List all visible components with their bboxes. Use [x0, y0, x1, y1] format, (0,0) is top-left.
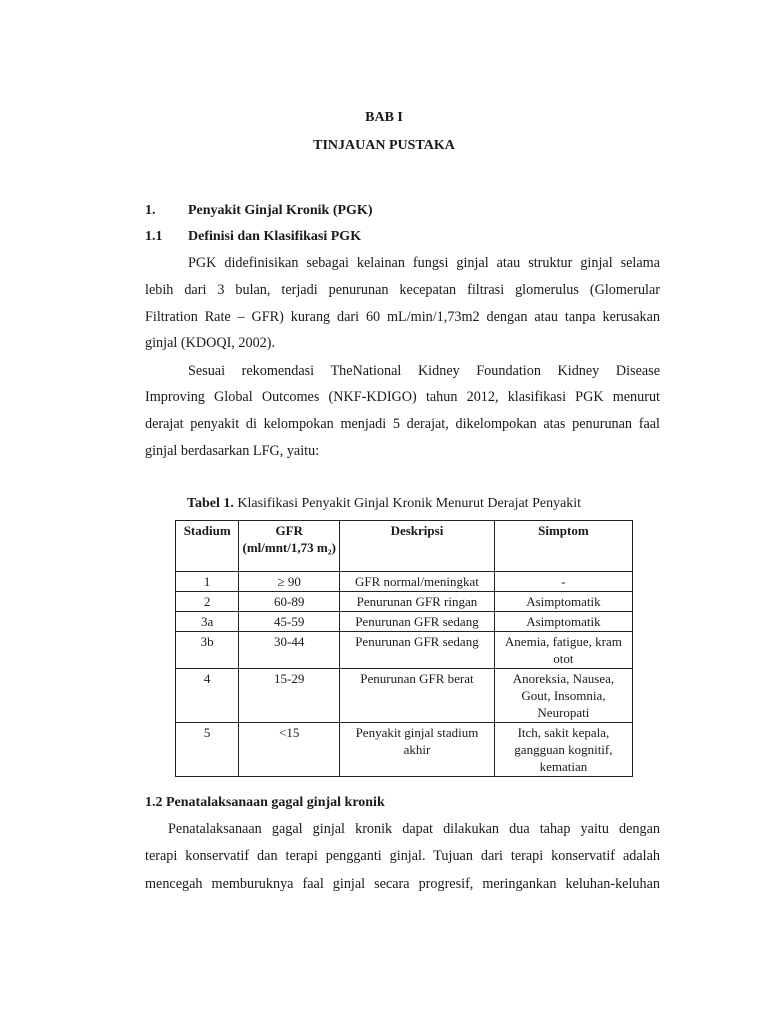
paragraph-line: ginjal (KDOQI, 2002).: [145, 335, 276, 351]
table-caption-text: Klasifikasi Penyakit Ginjal Kronik Menurut Derajat Penyakit: [233, 496, 582, 511]
cell-simptom: Anoreksia, Nausea, Gout, Insomnia, Neuropati: [494, 669, 632, 723]
header-gfr: GFR (ml/mnt/1,73 m₂): [239, 521, 340, 572]
cell-stadium: 3a: [176, 612, 239, 632]
section-1-1-title: Definisi dan Klasifikasi PGK: [188, 229, 362, 244]
cell-deskripsi: Penurunan GFR ringan: [340, 592, 495, 612]
cell-stadium: 4: [176, 669, 239, 723]
paragraph-line: Filtration Rate – GFR) kurang dari 60 mL/min/1,73m2 dengan atau tanpa kerusakan: [145, 309, 660, 325]
cell-deskripsi: Penurunan GFR sedang: [340, 612, 495, 632]
table-row: [176, 669, 633, 723]
cell-simptom: Asimptomatik: [494, 612, 632, 632]
chapter-heading: BAB I: [365, 110, 403, 125]
cell-stadium: 2: [176, 592, 239, 612]
header-simptom: Simptom: [494, 521, 632, 572]
paragraph-line: ginjal berdasarkan LFG, yaitu:: [145, 443, 320, 459]
paragraph-line: terapi konservatif dan terapi pengganti ginjal. Tujuan dari terapi konservatif adalah: [145, 848, 660, 864]
cell-stadium: 3b: [176, 632, 239, 669]
paragraph-line: mencegah memburuknya faal ginjal secara progresif, meringankan keluhan-keluhan: [145, 876, 660, 892]
cell-gfr: 45-59: [239, 612, 340, 632]
section-1-number: 1.: [145, 203, 156, 218]
cell-deskripsi: Penurunan GFR sedang: [340, 632, 495, 669]
cell-deskripsi: Penyakit ginjal stadium akhir: [340, 723, 495, 777]
table-row: [176, 632, 633, 669]
cell-simptom: Itch, sakit kepala, gangguan kognitif, kematian: [494, 723, 632, 777]
cell-stadium: 5: [176, 723, 239, 777]
header-deskripsi: Deskripsi: [340, 521, 495, 572]
table-row: [176, 592, 633, 612]
cell-simptom: Anemia, fatigue, kram otot: [494, 632, 632, 669]
cell-deskripsi: GFR normal/meningkat: [340, 572, 495, 592]
table-header-row: [176, 521, 633, 572]
paragraph-line: Sesuai rekomendasi TheNational Kidney Foundation Kidney Disease: [188, 363, 660, 379]
section-1-1-number: 1.1: [145, 229, 163, 244]
paragraph-line: lebih dari 3 bulan, terjadi penurunan kecepatan filtrasi glomerulus (Glomerular: [145, 282, 660, 298]
cell-gfr: 30-44: [239, 632, 340, 669]
cell-stadium: 1: [176, 572, 239, 592]
cell-gfr: ≥ 90: [239, 572, 340, 592]
table-row: [176, 572, 633, 592]
table-row: [176, 723, 633, 777]
paragraph-line: Penatalaksanaan gagal ginjal kronik dapat dilakukan dua tahap yaitu dengan: [168, 821, 660, 837]
table-caption: [0, 496, 768, 512]
header-stadium: Stadium: [176, 521, 239, 572]
cell-simptom: -: [494, 572, 632, 592]
cell-deskripsi: Penurunan GFR berat: [340, 669, 495, 723]
section-1-2-title: 1.2 Penatalaksanaan gagal ginjal kronik: [145, 795, 385, 810]
cell-gfr: 15-29: [239, 669, 340, 723]
table-row: [176, 612, 633, 632]
cell-simptom: Asimptomatik: [494, 592, 632, 612]
paragraph-line: derajat penyakit di kelompokan menjadi 5 derajat, dikelompokan atas penurunan faal: [145, 416, 660, 432]
chapter-title: TINJAUAN PUSTAKA: [313, 138, 455, 153]
table-caption-label: Tabel 1.: [186, 496, 234, 511]
classification-table: [175, 520, 633, 777]
paragraph-line: PGK didefinisikan sebagai kelainan fungsi ginjal atau struktur ginjal selama: [188, 255, 660, 271]
section-1-title: Penyakit Ginjal Kronik (PGK): [188, 203, 373, 218]
cell-gfr: <15: [239, 723, 340, 777]
paragraph-line: Improving Global Outcomes (NKF-KDIGO) tahun 2012, klasifikasi PGK menurut: [145, 389, 660, 405]
cell-gfr: 60-89: [239, 592, 340, 612]
